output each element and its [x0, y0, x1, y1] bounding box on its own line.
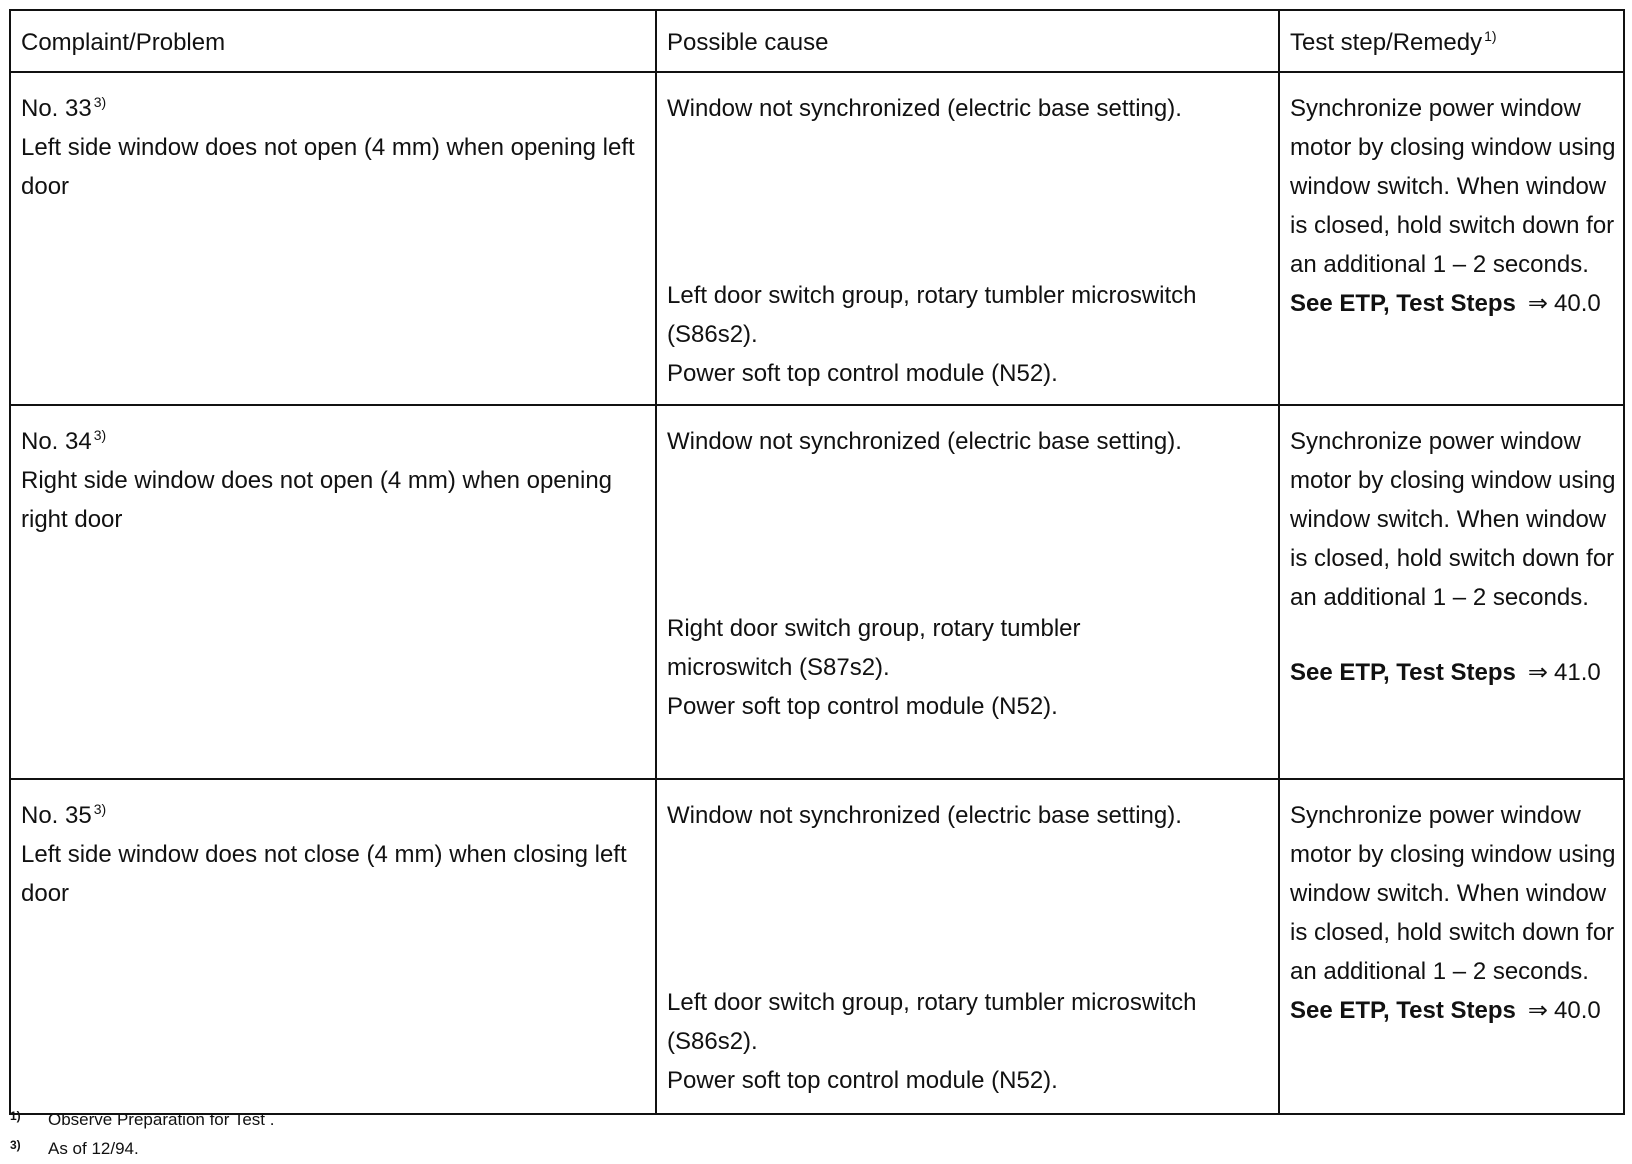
remedy-cell — [1279, 72, 1624, 405]
etp-reference — [1280, 653, 1623, 692]
complaint-number-text: No. 34 — [21, 428, 92, 455]
complaint-number-text: No. 35 — [21, 802, 92, 829]
header-cause-label: Possible cause — [667, 28, 829, 56]
header-complaint-label: Complaint/Problem — [21, 28, 226, 56]
cause-cell — [656, 72, 1279, 405]
cause-cell — [656, 405, 1279, 779]
remedy-text: Synchronize power window motor by closing window using window switch. When window is closed, hold switch down for an additional 1 – 2 seconds. — [1290, 428, 1616, 611]
etp-reference — [1280, 284, 1623, 323]
table-row — [10, 779, 1624, 1114]
cause-tertiary: Power soft top control module (N52). — [667, 693, 1058, 720]
cause-cell — [656, 779, 1279, 1114]
etp-ref-number: 41.0 — [1554, 659, 1601, 686]
footnote-mark: 3) — [10, 1138, 21, 1152]
footnote-mark: 1) — [10, 1109, 21, 1123]
header-remedy — [1279, 10, 1624, 72]
etp-ref-number: 40.0 — [1554, 290, 1601, 317]
etp-ref-number: 40.0 — [1554, 997, 1601, 1024]
cause-tertiary: Power soft top control module (N52). — [667, 360, 1058, 387]
footnotes — [10, 1106, 274, 1164]
cause-primary: Window not synchronized (electric base setting). — [667, 428, 1182, 455]
remedy-cell — [1279, 405, 1624, 779]
remedy-text: Synchronize power window motor by closing window using window switch. When window is closed, hold switch down for an additional 1 – 2 seconds. — [1290, 802, 1616, 985]
remedy-cell — [1279, 779, 1624, 1114]
footnote-text: Observe Preparation for Test . — [48, 1110, 275, 1129]
header-remedy-text: Test step/Remedy — [1290, 28, 1483, 56]
arrow-right-icon: ⇒ — [1527, 659, 1548, 686]
cause-secondary: Left door switch group, rotary tumbler microswitch (S86s2). — [667, 282, 1197, 348]
etp-reference — [1280, 991, 1623, 1030]
complaint-cell — [10, 779, 656, 1114]
table-row — [10, 405, 1624, 779]
remedy-text: Synchronize power window motor by closing window using window switch. When window is closed, hold switch down for an additional 1 – 2 seconds. — [1290, 95, 1616, 278]
table-header-row — [10, 10, 1624, 72]
complaint-number — [21, 95, 106, 122]
cause-tertiary: Power soft top control module (N52). — [667, 1067, 1058, 1094]
complaint-number-footnote: 3) — [93, 801, 107, 817]
header-cause — [656, 10, 1279, 72]
footnote-1 — [10, 1106, 274, 1135]
complaint-number — [21, 428, 106, 455]
complaint-text: Left side window does not open (4 mm) when opening left door — [21, 134, 635, 200]
footnote-text: As of 12/94. — [48, 1139, 139, 1158]
etp-label: See ETP, Test Steps — [1290, 997, 1516, 1024]
arrow-right-icon: ⇒ — [1527, 290, 1548, 317]
complaint-number-footnote: 3) — [93, 427, 107, 443]
cause-secondary: Left door switch group, rotary tumbler microswitch (S86s2). — [667, 989, 1197, 1055]
complaint-text: Right side window does not open (4 mm) when opening right door — [21, 467, 613, 533]
cause-primary: Window not synchronized (electric base setting). — [667, 802, 1182, 829]
diagnosis-table — [9, 9, 1625, 1115]
cause-primary: Window not synchronized (electric base setting). — [667, 95, 1182, 122]
header-complaint — [10, 10, 656, 72]
complaint-number-text: No. 33 — [21, 95, 92, 122]
complaint-number — [21, 802, 106, 829]
complaint-cell — [10, 405, 656, 779]
complaint-cell — [10, 72, 656, 405]
complaint-text: Left side window does not close (4 mm) when closing left door — [21, 841, 627, 907]
etp-label: See ETP, Test Steps — [1290, 659, 1516, 686]
header-remedy-label — [1280, 21, 1623, 62]
arrow-right-icon: ⇒ — [1527, 997, 1548, 1024]
header-remedy-footnote: 1) — [1484, 27, 1497, 44]
complaint-number-footnote: 3) — [93, 94, 107, 110]
etp-label: See ETP, Test Steps — [1290, 290, 1516, 317]
table-row — [10, 72, 1624, 405]
cause-secondary: Right door switch group, rotary tumbler microswitch (S87s2). — [667, 615, 1081, 681]
